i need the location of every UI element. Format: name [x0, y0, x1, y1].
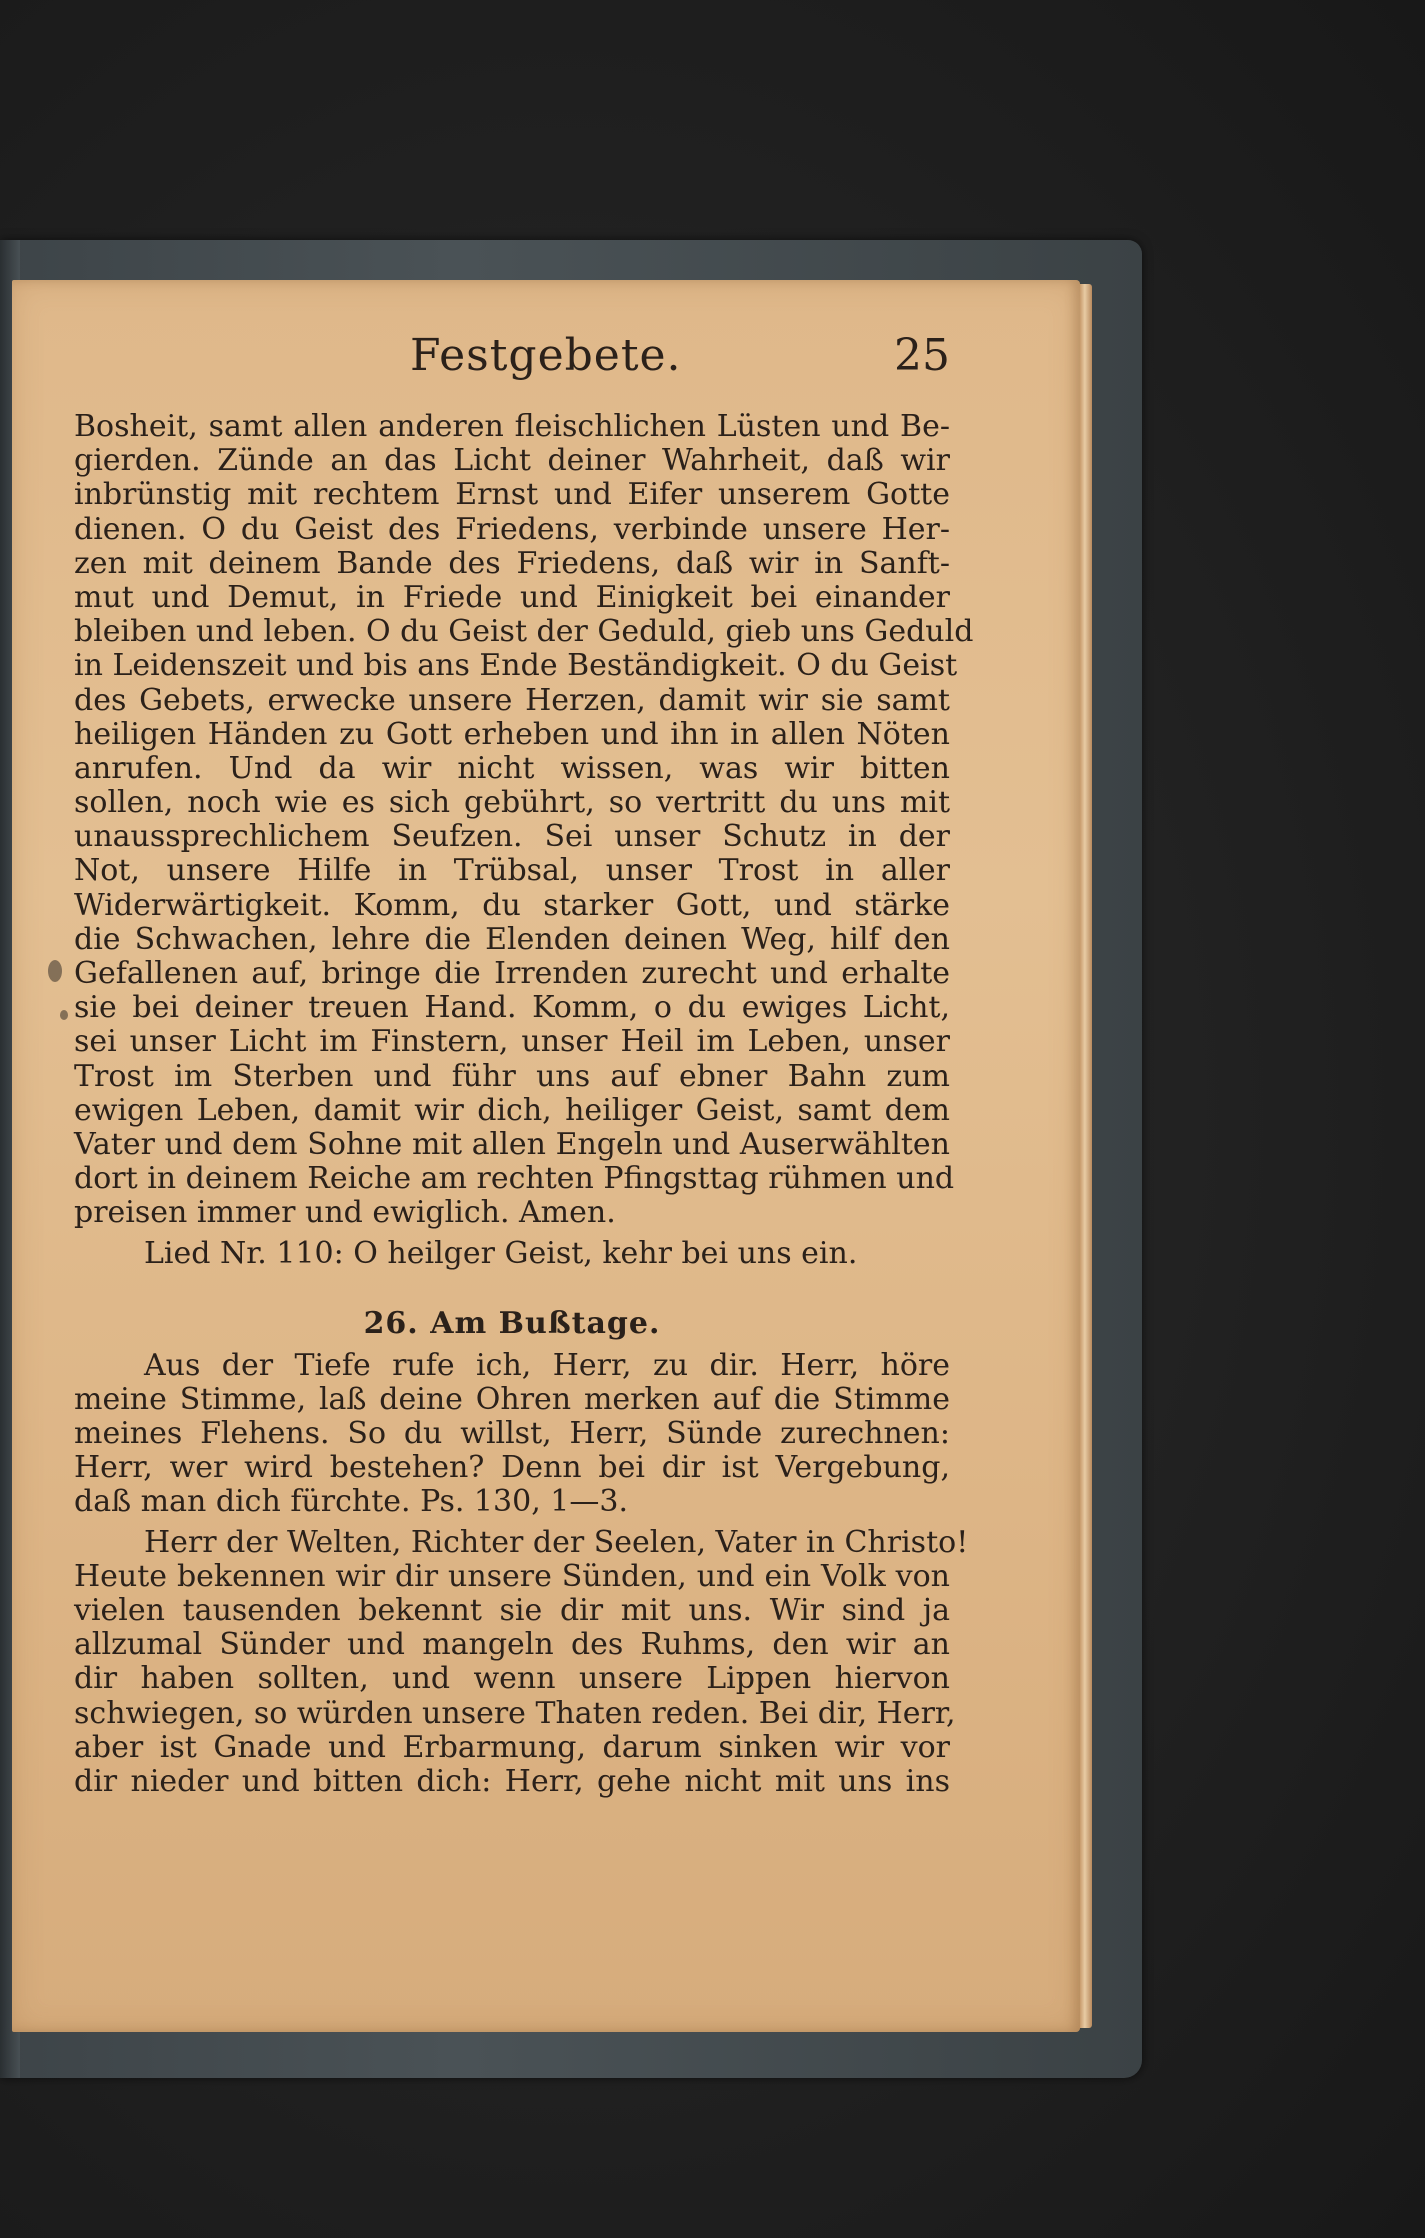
page-header	[70, 330, 950, 390]
text-line: meine Stimme, laß deine Ohren merken auf die Stimme	[74, 1381, 950, 1417]
text-line: sie bei deiner treuen Hand. Komm, o du ewiges Licht,	[74, 990, 950, 1026]
text-line: sei unser Licht im Finstern, unser Heil im Leben, unser	[74, 1024, 950, 1060]
text-line: mut und Demut, in Friede und Einigkeit bei einander	[74, 579, 950, 615]
text-line: Trost im Sterben und führ uns auf ebner Bahn zum	[74, 1058, 950, 1094]
text-line: aber ist Gnade und Erbarmung, darum sinken wir vor	[74, 1729, 950, 1765]
text-line: gierden. Zünde an das Licht deiner Wahrheit, daß wir	[74, 443, 950, 479]
page-number: 25	[894, 330, 950, 381]
running-head: Festgebete.	[410, 330, 682, 381]
prayer-paragraph-2	[74, 1524, 969, 1800]
text-line: daß man dich fürchte. Ps. 130, 1—3.	[74, 1484, 628, 1520]
stain-mark	[48, 960, 62, 982]
prayer-paragraph-1	[74, 409, 974, 1231]
page-edge	[1080, 284, 1092, 2028]
text-line: sollen, noch wie es sich gebührt, so vertritt du uns mit	[74, 785, 950, 821]
text-line: Heute bekennen wir dir unsere Sünden, und ein Volk von	[74, 1558, 950, 1594]
text-line: ewigen Leben, damit wir dich, heiliger Geist, samt dem	[74, 1092, 950, 1128]
text-line: dir nieder und bitten dich: Herr, gehe nicht mit uns ins	[74, 1763, 950, 1799]
text-line: preisen immer und ewiglich. Amen.	[74, 1195, 616, 1231]
text-line: dort in deinem Reiche am rechten Pfingsttag rühmen und	[74, 1161, 955, 1197]
text-line: schwiegen, so würden unsere Thaten reden. Bei dir, Herr,	[74, 1695, 956, 1731]
text-line: die Schwachen, lehre die Elenden deinen Weg, hilf den	[74, 921, 950, 957]
hymn-reference: Lied Nr. 110: O heilger Geist, kehr bei uns ein.	[144, 1235, 858, 1271]
text-line: allzumal Sünder und mangeln des Ruhms, den wir an	[74, 1627, 950, 1663]
text-line: dir haben sollten, und wenn unsere Lippen hiervon	[74, 1661, 950, 1697]
text-line: Herr der Welten, Richter der Seelen, Vater in Christo!	[144, 1524, 969, 1560]
text-line: Vater und dem Sohne mit allen Engeln und Auserwählten	[74, 1126, 950, 1162]
text-line: inbrünstig mit rechtem Ernst und Eifer unserem Gotte	[74, 477, 950, 513]
text-line: heiligen Händen zu Gott erheben und ihn in allen Nöten	[74, 716, 950, 752]
text-line: Bosheit, samt allen anderen fleischlichen Lüsten und Be-	[74, 409, 950, 444]
text-line: zen mit deinem Bande des Friedens, daß wir in Sanft-	[74, 545, 950, 581]
text-line: anrufen. Und da wir nicht wissen, was wir bitten	[74, 750, 950, 786]
text-line: Herr, wer wird bestehen? Denn bei dir ist Vergebung,	[74, 1450, 950, 1486]
section-heading: 26. Am Bußtage.	[363, 1305, 661, 1341]
page-text	[74, 409, 974, 1799]
text-line: Gefallenen auf, bringe die Irrenden zurecht und erhalte	[74, 956, 950, 991]
text-line: Aus der Tiefe rufe ich, Herr, zu dir. Herr, höre	[144, 1347, 950, 1383]
text-line: vielen tausenden bekennt sie dir mit uns. Wir sind ja	[74, 1593, 950, 1628]
stain-mark	[60, 1010, 68, 1020]
text-line: des Gebets, erwecke unsere Herzen, damit wir sie samt	[74, 682, 950, 718]
text-line: dienen. O du Geist des Friedens, verbinde unsere Her-	[74, 511, 950, 547]
text-line: unaussprechlichem Seufzen. Sei unser Schutz in der	[74, 819, 950, 855]
psalm-quote	[74, 1349, 950, 1520]
text-line: Widerwärtigkeit. Komm, du starker Gott, und stärke	[74, 887, 950, 923]
text-line: meines Flehens. So du willst, Herr, Sünde zurechnen:	[74, 1416, 950, 1452]
text-line: bleiben und leben. O du Geist der Geduld, gieb uns Geduld	[74, 614, 974, 650]
text-line: Not, unsere Hilfe in Trübsal, unser Trost in aller	[74, 853, 950, 889]
text-line: in Leidenszeit und bis ans Ende Beständigkeit. O du Geist	[74, 648, 958, 684]
